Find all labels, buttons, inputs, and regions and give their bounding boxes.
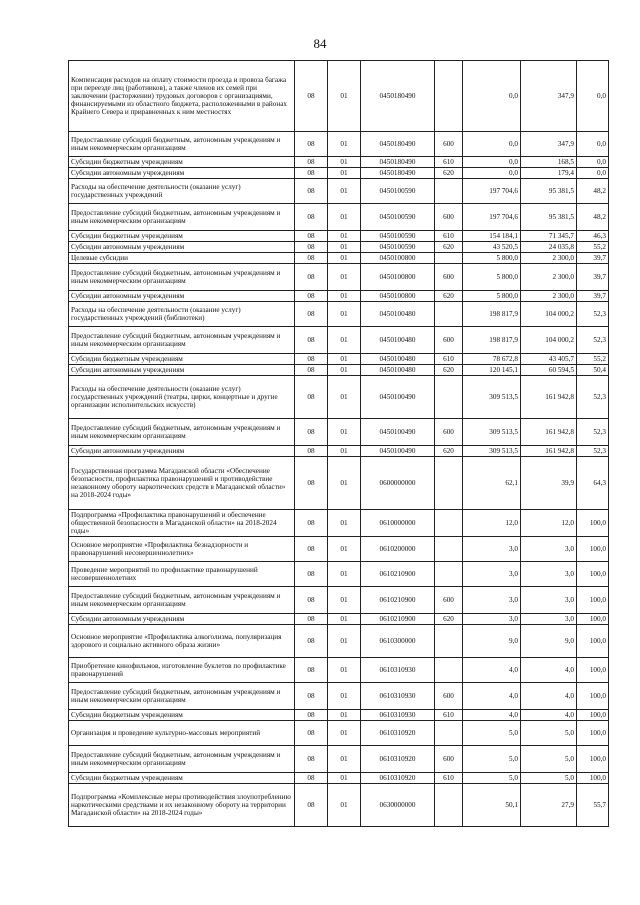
row-executed: 347,9 <box>521 61 577 132</box>
row-target-article: 0610300000 <box>361 625 435 658</box>
row-percent: 55,7 <box>577 784 609 827</box>
row-expense-type: 620 <box>435 168 463 179</box>
row-subsection: 01 <box>328 587 361 614</box>
table-row <box>69 446 609 457</box>
table-row <box>69 419 609 446</box>
row-target-article: 0450100590 <box>361 231 435 242</box>
row-section: 08 <box>295 253 328 264</box>
row-subsection: 01 <box>328 746 361 773</box>
row-target-article: 0610210900 <box>361 562 435 587</box>
row-expense-type <box>435 61 463 132</box>
row-name: Государственная программа Магаданской области «Обеспечение безопасности, профилактика правонарушений и противодействие незаконному обороту наркотических средств в Магаданской области» на 2018-2024 годы» <box>69 457 295 510</box>
row-percent: 100,0 <box>577 658 609 683</box>
row-name: Субсидии бюджетным учреждениям <box>69 710 295 721</box>
row-percent: 48,2 <box>577 204 609 231</box>
row-expense-type <box>435 376 463 419</box>
row-expense-type <box>435 510 463 537</box>
row-executed: 24 035,8 <box>521 242 577 253</box>
row-percent: 100,0 <box>577 614 609 625</box>
row-target-article: 0610310930 <box>361 710 435 721</box>
row-target-article: 0450100590 <box>361 242 435 253</box>
row-section: 08 <box>295 457 328 510</box>
row-name: Целевые субсидии <box>69 253 295 264</box>
table-row <box>69 721 609 746</box>
row-subsection: 01 <box>328 784 361 827</box>
table-row <box>69 61 609 132</box>
row-approved: 197 704,6 <box>463 179 521 204</box>
row-name: Предоставление субсидий бюджетным, автономным учреждениям и иным некоммерческим организациям <box>69 746 295 773</box>
table-row <box>69 264 609 291</box>
row-target-article: 0600000000 <box>361 457 435 510</box>
table-row <box>69 625 609 658</box>
row-subsection: 01 <box>328 773 361 784</box>
row-name: Предоставление субсидий бюджетным, автономным учреждениям и иным некоммерческим организациям <box>69 587 295 614</box>
row-section: 08 <box>295 327 328 354</box>
row-subsection: 01 <box>328 354 361 365</box>
row-approved: 12,0 <box>463 510 521 537</box>
row-section: 08 <box>295 614 328 625</box>
row-executed: 4,0 <box>521 658 577 683</box>
row-name: Предоставление субсидий бюджетным, автономным учреждениям и иным некоммерческим организациям <box>69 132 295 157</box>
row-subsection: 01 <box>328 231 361 242</box>
row-section: 08 <box>295 231 328 242</box>
row-subsection: 01 <box>328 658 361 683</box>
row-expense-type: 600 <box>435 587 463 614</box>
row-executed: 3,0 <box>521 562 577 587</box>
row-subsection: 01 <box>328 242 361 253</box>
row-expense-type <box>435 721 463 746</box>
row-percent: 64,3 <box>577 457 609 510</box>
row-section: 08 <box>295 721 328 746</box>
row-name: Расходы на обеспечение деятельности (оказание услуг) государственных учреждений (театры, цирки, концертные и другие организации исполнительских искусств) <box>69 376 295 419</box>
row-section: 08 <box>295 587 328 614</box>
row-target-article: 0450100590 <box>361 204 435 231</box>
row-expense-type: 620 <box>435 365 463 376</box>
table-row <box>69 168 609 179</box>
row-expense-type: 600 <box>435 264 463 291</box>
row-approved: 3,0 <box>463 614 521 625</box>
row-executed: 179,4 <box>521 168 577 179</box>
row-expense-type: 610 <box>435 710 463 721</box>
row-expense-type <box>435 784 463 827</box>
table-row <box>69 773 609 784</box>
row-executed: 60 594,5 <box>521 365 577 376</box>
row-subsection: 01 <box>328 537 361 562</box>
row-percent: 52,3 <box>577 376 609 419</box>
row-section: 08 <box>295 773 328 784</box>
row-target-article: 0610310920 <box>361 746 435 773</box>
row-section: 08 <box>295 376 328 419</box>
row-approved: 62,1 <box>463 457 521 510</box>
row-percent: 39,7 <box>577 264 609 291</box>
table-row <box>69 365 609 376</box>
row-target-article: 0610310930 <box>361 658 435 683</box>
row-approved: 5 800,0 <box>463 291 521 302</box>
row-approved: 3,0 <box>463 537 521 562</box>
table-row <box>69 376 609 419</box>
row-name: Субсидии автономным учреждениям <box>69 614 295 625</box>
row-section: 08 <box>295 61 328 132</box>
row-name: Подпрограмма «Комплексные меры противодействия злоупотреблению наркотическими средствами и их незаконному обороту на территории Магаданской области» на 2018-2024 годы» <box>69 784 295 827</box>
row-approved: 3,0 <box>463 562 521 587</box>
table-row <box>69 784 609 827</box>
row-section: 08 <box>295 446 328 457</box>
row-target-article: 0450100480 <box>361 302 435 327</box>
table-row <box>69 157 609 168</box>
row-executed: 161 942,8 <box>521 419 577 446</box>
row-section: 08 <box>295 302 328 327</box>
row-name: Организация и проведение культурно-массовых мероприятий <box>69 721 295 746</box>
row-executed: 9,0 <box>521 625 577 658</box>
row-subsection: 01 <box>328 264 361 291</box>
row-subsection: 01 <box>328 168 361 179</box>
row-subsection: 01 <box>328 562 361 587</box>
row-section: 08 <box>295 683 328 710</box>
row-percent: 100,0 <box>577 721 609 746</box>
row-subsection: 01 <box>328 721 361 746</box>
row-percent: 0,0 <box>577 168 609 179</box>
row-target-article: 0610310920 <box>361 773 435 784</box>
row-name: Субсидии бюджетным учреждениям <box>69 354 295 365</box>
row-executed: 3,0 <box>521 614 577 625</box>
row-target-article: 0450100800 <box>361 253 435 264</box>
row-target-article: 0450100480 <box>361 365 435 376</box>
row-target-article: 0450100480 <box>361 354 435 365</box>
row-approved: 309 513,5 <box>463 376 521 419</box>
row-percent: 100,0 <box>577 710 609 721</box>
row-expense-type: 620 <box>435 291 463 302</box>
row-executed: 43 405,7 <box>521 354 577 365</box>
row-executed: 3,0 <box>521 537 577 562</box>
row-executed: 12,0 <box>521 510 577 537</box>
row-section: 08 <box>295 658 328 683</box>
row-percent: 52,3 <box>577 419 609 446</box>
row-percent: 52,3 <box>577 327 609 354</box>
row-target-article: 0610210900 <box>361 587 435 614</box>
row-expense-type: 600 <box>435 204 463 231</box>
row-approved: 0,0 <box>463 61 521 132</box>
row-percent: 100,0 <box>577 773 609 784</box>
row-section: 08 <box>295 537 328 562</box>
row-section: 08 <box>295 365 328 376</box>
row-expense-type: 600 <box>435 327 463 354</box>
row-approved: 198 817,9 <box>463 327 521 354</box>
row-subsection: 01 <box>328 510 361 537</box>
row-percent: 55,2 <box>577 354 609 365</box>
row-name: Предоставление субсидий бюджетным, автономным учреждениям и иным некоммерческим организациям <box>69 419 295 446</box>
row-subsection: 01 <box>328 157 361 168</box>
row-approved: 50,1 <box>463 784 521 827</box>
table-row <box>69 457 609 510</box>
row-target-article: 0450100800 <box>361 291 435 302</box>
row-section: 08 <box>295 784 328 827</box>
row-expense-type <box>435 457 463 510</box>
row-subsection: 01 <box>328 302 361 327</box>
row-name: Предоставление субсидий бюджетным, автономным учреждениям и иным некоммерческим организациям <box>69 683 295 710</box>
table-row <box>69 204 609 231</box>
table-row <box>69 253 609 264</box>
row-target-article: 0450180490 <box>361 61 435 132</box>
row-section: 08 <box>295 625 328 658</box>
row-section: 08 <box>295 132 328 157</box>
row-executed: 39,9 <box>521 457 577 510</box>
row-approved: 5,0 <box>463 721 521 746</box>
table-row <box>69 327 609 354</box>
row-executed: 104 000,2 <box>521 327 577 354</box>
row-approved: 4,0 <box>463 710 521 721</box>
row-subsection: 01 <box>328 376 361 419</box>
table-row <box>69 683 609 710</box>
row-percent: 100,0 <box>577 625 609 658</box>
row-subsection: 01 <box>328 291 361 302</box>
row-approved: 4,0 <box>463 658 521 683</box>
row-executed: 71 345,7 <box>521 231 577 242</box>
row-expense-type <box>435 562 463 587</box>
row-executed: 3,0 <box>521 587 577 614</box>
row-percent: 48,2 <box>577 179 609 204</box>
table-row <box>69 746 609 773</box>
row-target-article: 0610200000 <box>361 537 435 562</box>
row-approved: 0,0 <box>463 157 521 168</box>
row-subsection: 01 <box>328 204 361 231</box>
row-expense-type: 620 <box>435 242 463 253</box>
row-executed: 27,9 <box>521 784 577 827</box>
table-row <box>69 587 609 614</box>
row-approved: 197 704,6 <box>463 204 521 231</box>
row-target-article: 0450180490 <box>361 168 435 179</box>
row-approved: 78 672,8 <box>463 354 521 365</box>
row-target-article: 0450100590 <box>361 179 435 204</box>
row-expense-type <box>435 625 463 658</box>
row-subsection: 01 <box>328 61 361 132</box>
row-executed: 2 300,0 <box>521 291 577 302</box>
row-name: Предоставление субсидий бюджетным, автономным учреждениям и иным некоммерческим организациям <box>69 327 295 354</box>
row-subsection: 01 <box>328 457 361 510</box>
row-percent: 55,2 <box>577 242 609 253</box>
row-expense-type <box>435 302 463 327</box>
row-subsection: 01 <box>328 179 361 204</box>
row-subsection: 01 <box>328 446 361 457</box>
row-target-article: 0450100480 <box>361 327 435 354</box>
table-row <box>69 132 609 157</box>
row-expense-type <box>435 658 463 683</box>
row-percent: 100,0 <box>577 587 609 614</box>
row-target-article: 0610210900 <box>361 614 435 625</box>
row-target-article: 0630000000 <box>361 784 435 827</box>
row-percent: 100,0 <box>577 746 609 773</box>
row-target-article: 0450180490 <box>361 157 435 168</box>
row-approved: 120 145,1 <box>463 365 521 376</box>
row-section: 08 <box>295 562 328 587</box>
row-section: 08 <box>295 242 328 253</box>
row-section: 08 <box>295 510 328 537</box>
row-target-article: 0610310930 <box>361 683 435 710</box>
row-executed: 168,5 <box>521 157 577 168</box>
row-executed: 5,0 <box>521 773 577 784</box>
page-number: 84 <box>313 36 327 51</box>
row-name: Приобретение кинофильмов, изготовление буклетов по профилактике правонарушений <box>69 658 295 683</box>
row-approved: 309 513,5 <box>463 446 521 457</box>
row-name: Расходы на обеспечение деятельности (оказание услуг) государственных учреждений <box>69 179 295 204</box>
row-name: Основное мероприятие «Профилактика алкоголизма, популяризация здорового и социально активного образа жизни» <box>69 625 295 658</box>
row-target-article: 0450100800 <box>361 264 435 291</box>
row-executed: 2 300,0 <box>521 253 577 264</box>
row-name: Подпрограмма «Профилактика правонарушений и обеспечение общественной безопасности в Магаданской области» на 2018-2024 годы» <box>69 510 295 537</box>
row-approved: 154 184,1 <box>463 231 521 242</box>
row-percent: 39,7 <box>577 291 609 302</box>
row-name: Расходы на обеспечение деятельности (оказание услуг) государственных учреждений (библиотеки) <box>69 302 295 327</box>
row-approved: 309 513,5 <box>463 419 521 446</box>
row-expense-type: 610 <box>435 354 463 365</box>
row-section: 08 <box>295 168 328 179</box>
row-subsection: 01 <box>328 625 361 658</box>
row-section: 08 <box>295 291 328 302</box>
table-row <box>69 291 609 302</box>
row-executed: 95 381,5 <box>521 179 577 204</box>
row-percent: 0,0 <box>577 157 609 168</box>
table-row <box>69 614 609 625</box>
row-section: 08 <box>295 746 328 773</box>
row-executed: 4,0 <box>521 683 577 710</box>
row-percent: 100,0 <box>577 537 609 562</box>
row-approved: 198 817,9 <box>463 302 521 327</box>
row-target-article: 0610000000 <box>361 510 435 537</box>
row-name: Основное мероприятие «Профилактика безнадзорности и правонарушений несовершеннолетних» <box>69 537 295 562</box>
row-expense-type: 600 <box>435 132 463 157</box>
row-percent: 100,0 <box>577 562 609 587</box>
row-subsection: 01 <box>328 132 361 157</box>
row-approved: 0,0 <box>463 168 521 179</box>
row-target-article: 0450100490 <box>361 376 435 419</box>
row-subsection: 01 <box>328 327 361 354</box>
row-approved: 3,0 <box>463 587 521 614</box>
row-expense-type: 620 <box>435 614 463 625</box>
row-approved: 43 520,5 <box>463 242 521 253</box>
row-expense-type: 600 <box>435 419 463 446</box>
row-approved: 9,0 <box>463 625 521 658</box>
budget-table <box>68 60 609 827</box>
row-subsection: 01 <box>328 419 361 446</box>
row-expense-type: 610 <box>435 157 463 168</box>
table-body <box>69 61 609 827</box>
row-expense-type: 610 <box>435 773 463 784</box>
row-executed: 5,0 <box>521 721 577 746</box>
row-name: Компенсация расходов на оплату стоимости проезда и провоза багажа при переезде лиц (работников), а также членов их семей при заключении (расторжении) трудовых договоров с организациями, финансируемыми из областного бюджета, расположенными в районах Крайнего Севера и приравненных к ним местностях <box>69 61 295 132</box>
row-target-article: 0450180490 <box>361 132 435 157</box>
row-target-article: 0450100490 <box>361 446 435 457</box>
row-percent: 100,0 <box>577 510 609 537</box>
row-executed: 95 381,5 <box>521 204 577 231</box>
table-row <box>69 302 609 327</box>
row-name: Субсидии автономным учреждениям <box>69 291 295 302</box>
table-row <box>69 537 609 562</box>
row-percent: 0,0 <box>577 61 609 132</box>
row-percent: 100,0 <box>577 683 609 710</box>
row-percent: 50,4 <box>577 365 609 376</box>
table-row <box>69 562 609 587</box>
row-executed: 5,0 <box>521 746 577 773</box>
row-section: 08 <box>295 179 328 204</box>
row-target-article: 0450100490 <box>361 419 435 446</box>
row-expense-type <box>435 253 463 264</box>
table-row <box>69 658 609 683</box>
row-subsection: 01 <box>328 710 361 721</box>
row-name: Предоставление субсидий бюджетным, автономным учреждениям и иным некоммерческим организациям <box>69 204 295 231</box>
row-name: Субсидии бюджетным учреждениям <box>69 773 295 784</box>
row-expense-type: 600 <box>435 683 463 710</box>
table-row <box>69 231 609 242</box>
row-expense-type <box>435 537 463 562</box>
table-row <box>69 710 609 721</box>
row-expense-type <box>435 179 463 204</box>
table-row <box>69 242 609 253</box>
row-name: Субсидии автономным учреждениям <box>69 242 295 253</box>
row-percent: 52,3 <box>577 302 609 327</box>
row-approved: 4,0 <box>463 683 521 710</box>
row-executed: 161 942,8 <box>521 376 577 419</box>
row-subsection: 01 <box>328 365 361 376</box>
row-name: Субсидии бюджетным учреждениям <box>69 157 295 168</box>
row-name: Субсидии автономным учреждениям <box>69 168 295 179</box>
row-executed: 4,0 <box>521 710 577 721</box>
row-name: Субсидии автономным учреждениям <box>69 446 295 457</box>
row-percent: 0,0 <box>577 132 609 157</box>
row-expense-type: 600 <box>435 746 463 773</box>
table-row <box>69 510 609 537</box>
row-expense-type: 620 <box>435 446 463 457</box>
row-name: Проведение мероприятий по профилактике правонарушений несовершеннолетних <box>69 562 295 587</box>
row-name: Предоставление субсидий бюджетным, автономным учреждениям и иным некоммерческим организациям <box>69 264 295 291</box>
row-executed: 161 942,8 <box>521 446 577 457</box>
row-section: 08 <box>295 204 328 231</box>
row-subsection: 01 <box>328 253 361 264</box>
row-subsection: 01 <box>328 683 361 710</box>
row-section: 08 <box>295 354 328 365</box>
row-approved: 5,0 <box>463 773 521 784</box>
row-expense-type: 610 <box>435 231 463 242</box>
row-percent: 52,3 <box>577 446 609 457</box>
row-executed: 2 300,0 <box>521 264 577 291</box>
row-approved: 5,0 <box>463 746 521 773</box>
row-percent: 39,7 <box>577 253 609 264</box>
row-name: Субсидии автономным учреждениям <box>69 365 295 376</box>
row-executed: 347,9 <box>521 132 577 157</box>
row-section: 08 <box>295 157 328 168</box>
table-row <box>69 354 609 365</box>
row-target-article: 0610310920 <box>361 721 435 746</box>
row-section: 08 <box>295 264 328 291</box>
row-section: 08 <box>295 710 328 721</box>
row-approved: 5 800,0 <box>463 253 521 264</box>
table-row <box>69 179 609 204</box>
row-subsection: 01 <box>328 614 361 625</box>
row-percent: 46,3 <box>577 231 609 242</box>
row-name: Субсидии бюджетным учреждениям <box>69 231 295 242</box>
row-approved: 5 800,0 <box>463 264 521 291</box>
row-approved: 0,0 <box>463 132 521 157</box>
row-section: 08 <box>295 419 328 446</box>
row-executed: 104 000,2 <box>521 302 577 327</box>
